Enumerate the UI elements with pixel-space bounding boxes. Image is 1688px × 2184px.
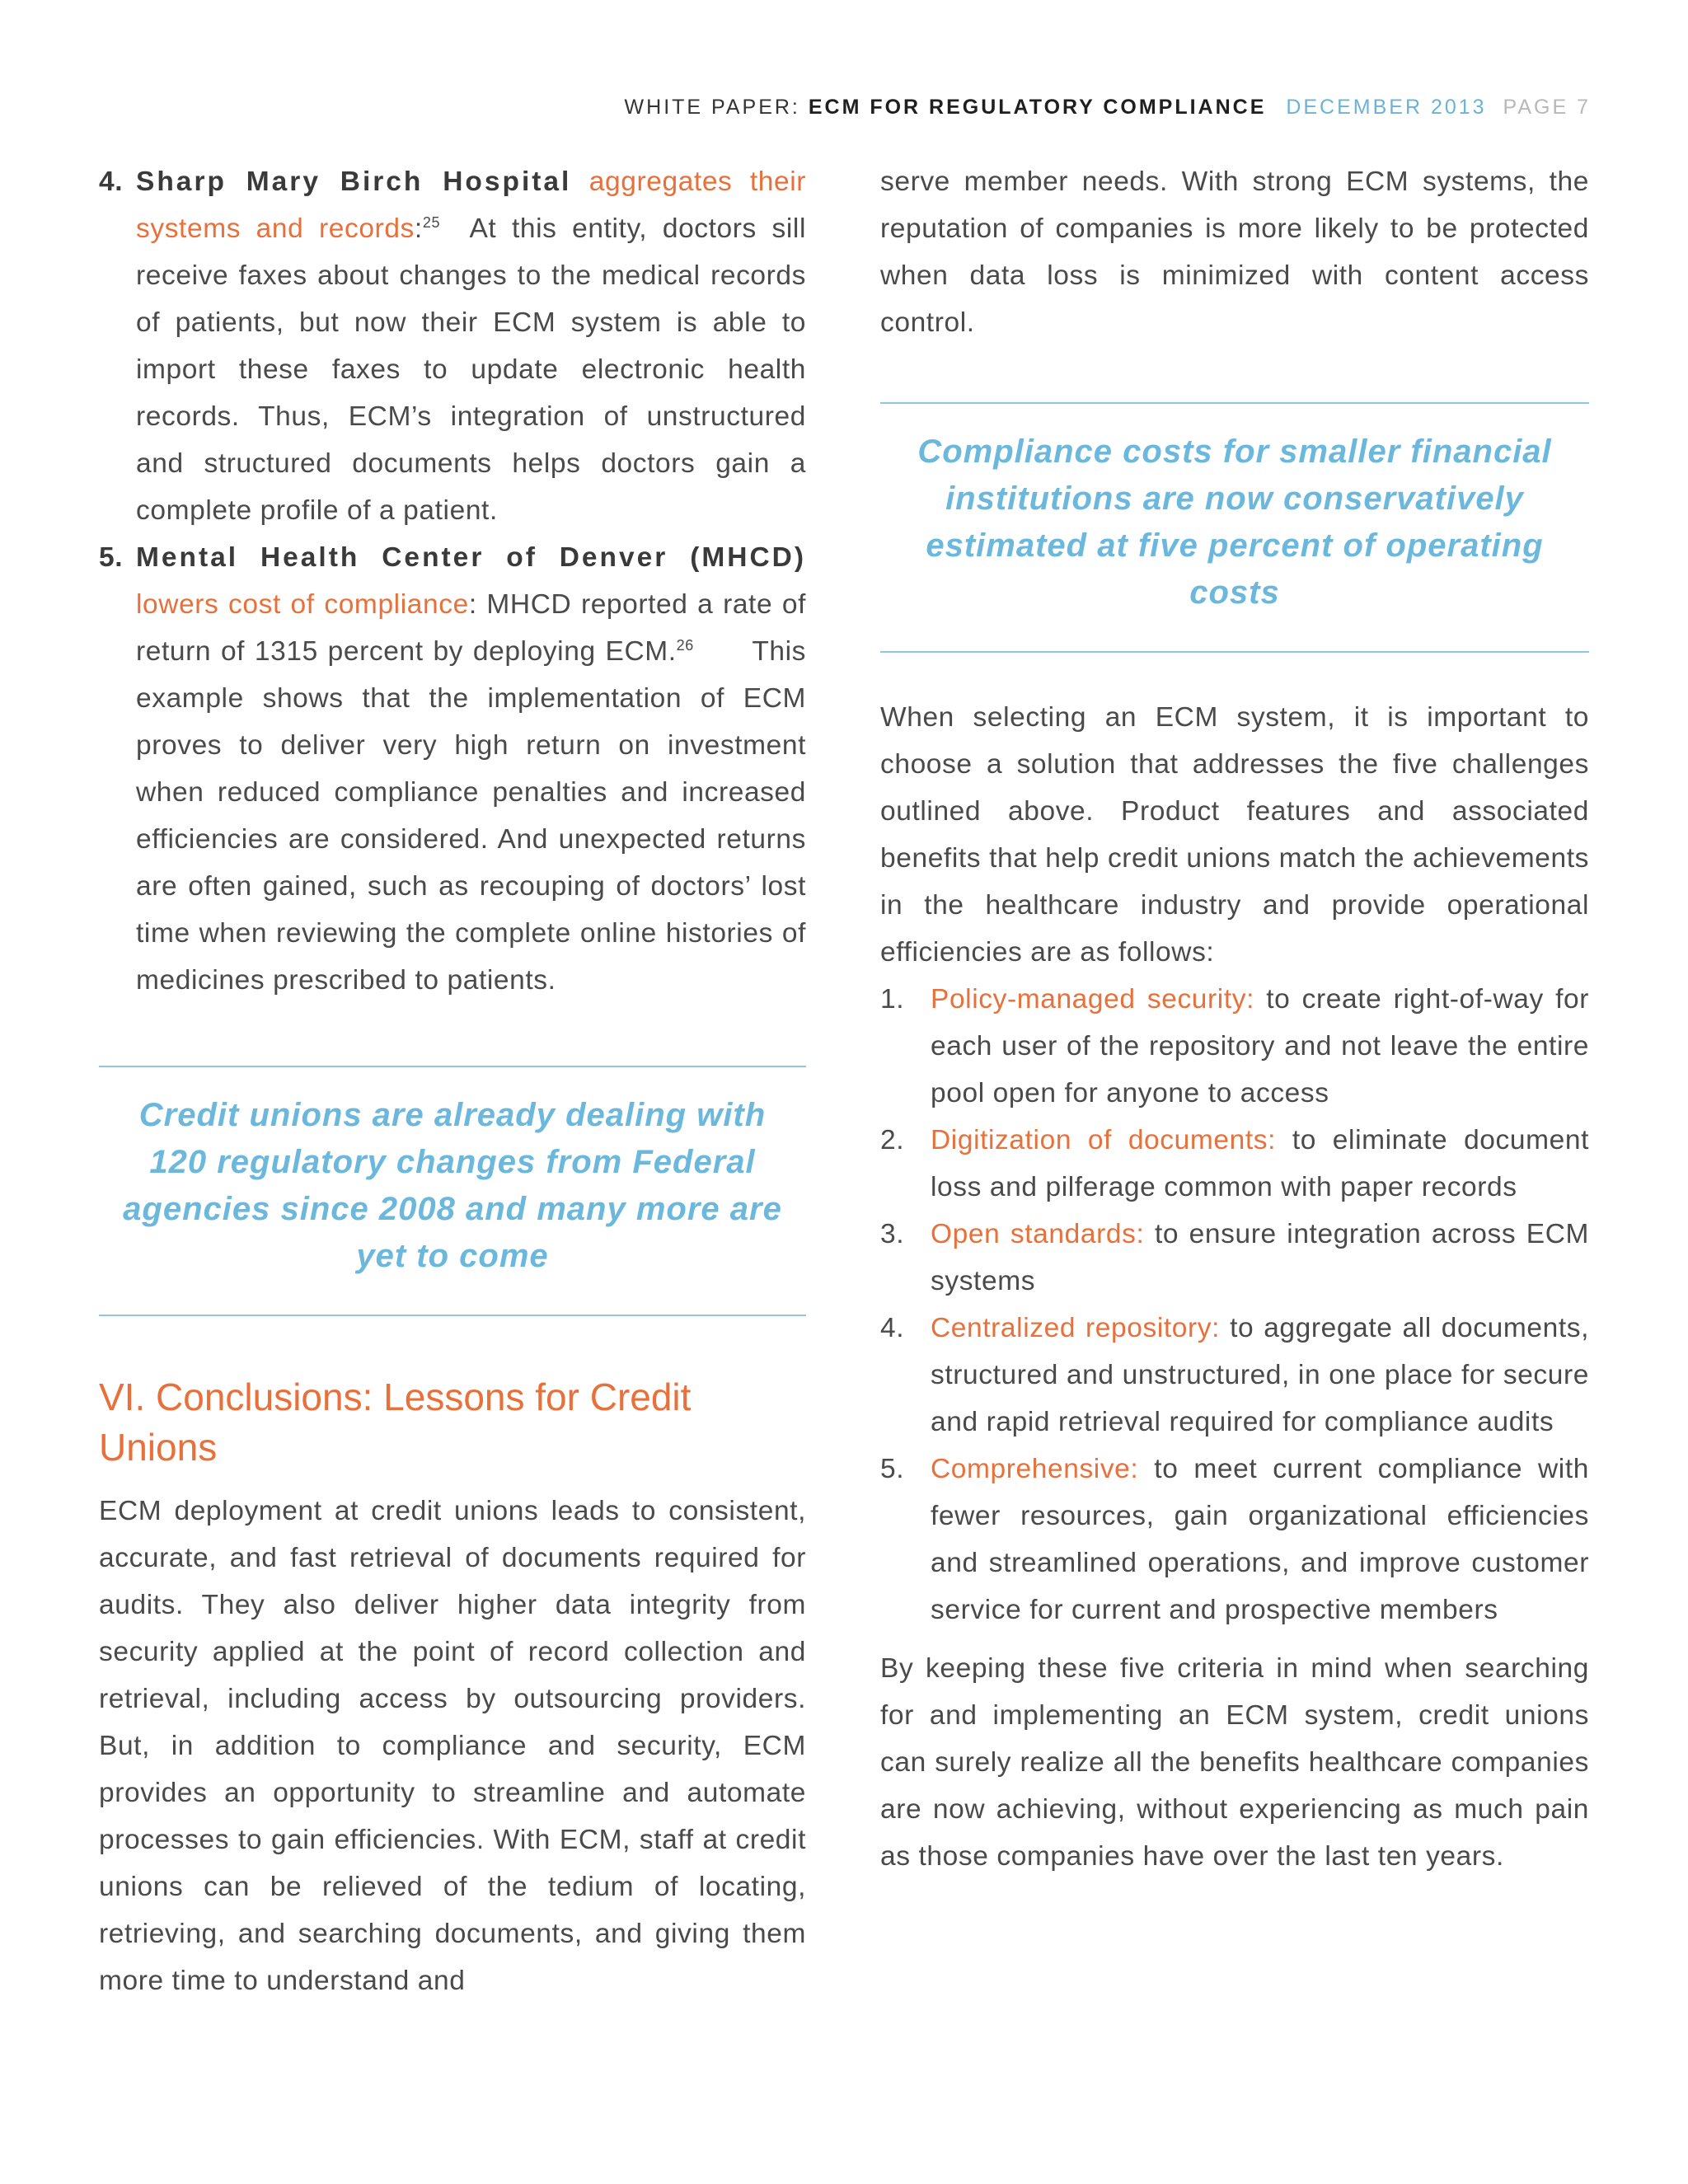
header-date: DECEMBER 2013 <box>1286 96 1487 119</box>
case-text: At this entity, doctors sill receive faxes about changes to the medical records of patients, but now their ECM system is able to import these faxes to update electronic health records. Thus, ECM’s integration of unstructured and structured documents helps doctors gain a complete profile of a patient. <box>136 213 807 526</box>
feature-number: 2. <box>880 1125 905 1155</box>
feature-title: Policy-managed security: <box>931 984 1254 1015</box>
feature-title: Centralized repository: <box>931 1313 1221 1343</box>
case-highlight: aggregates their systems and records <box>136 166 806 244</box>
continuation-paragraph: serve member needs. With strong ECM systems, the reputation of companies is more likely to be protected when data loss is minimized with content access control. <box>880 166 1589 338</box>
case-highlight: lowers cost of compliance <box>136 589 469 620</box>
case-name: Sharp Mary Birch Hospital <box>136 166 572 197</box>
feature-title: Comprehensive: <box>931 1454 1139 1484</box>
feature-text: to aggregate all documents, structured and unstructured, in one place for secure and rapid retrieval required for compliance audits <box>931 1313 1589 1437</box>
header-page-number: PAGE 7 <box>1503 96 1591 119</box>
right-column <box>880 158 1589 1880</box>
feature-title: Digitization of documents: <box>931 1125 1277 1155</box>
feature-text: to create right-of-way for each user of the repository and not leave the entire pool open for anyone to access <box>931 984 1589 1108</box>
feature-item <box>880 1446 1589 1633</box>
feature-item <box>880 1211 1589 1305</box>
header-title: ECM FOR REGULATORY COMPLIANCE <box>808 96 1267 119</box>
footnote-ref: 26 <box>676 636 694 654</box>
closing-paragraph: By keeping these five criteria in mind when searching for and implementing an ECM system, credit unions can surely realize all the benefits healthcare companies are now achieving, without experiencing as much pain as those companies have over the last ten years. <box>880 1653 1589 1872</box>
case-study-item <box>99 534 806 1004</box>
section-heading: VI. Conclusions: Lessons for Credit Unions <box>99 1376 692 1469</box>
case-name: Mental Health Center of Denver (MHCD) <box>136 542 806 573</box>
feature-title: Open standards: <box>931 1219 1145 1249</box>
left-column <box>99 158 806 2004</box>
feature-text: to eliminate document loss and pilferage common with paper records <box>931 1125 1589 1202</box>
case-number: 5. <box>99 542 124 573</box>
feature-number: 1. <box>880 984 905 1015</box>
case-colon: : <box>468 589 477 620</box>
case-text-before: MHCD reported a rate of return of 1315 percent by deploying ECM. <box>136 589 806 667</box>
feature-item <box>880 1305 1589 1446</box>
pull-quote: Compliance costs for smaller financial institutions are now conservatively estimated at five percent of operating costs <box>880 402 1589 653</box>
case-text: This example shows that the implementation of ECM proves to deliver very high return on investment when reduced compliance penalties and increased efficiencies are considered. And unexpected returns are often gained, such as recouping of doctors’ lost time when reviewing the complete online histories of medicines prescribed to patients. <box>136 636 806 996</box>
feature-item <box>880 976 1589 1117</box>
case-number: 4. <box>99 166 124 197</box>
intro-paragraph: When selecting an ECM system, it is important to choose a solution that addresses the five challenges outlined above. Product features and associated benefits that help credit unions match the achievements in the healthcare industry and provide operational efficiencies are as follows: <box>880 702 1589 968</box>
feature-number: 4. <box>880 1313 905 1343</box>
case-colon: : <box>414 213 423 244</box>
feature-number: 3. <box>880 1219 905 1249</box>
feature-text: to meet current compliance with fewer resources, gain organizational efficiencies and streamlined operations, and improve customer service for current and prospective members <box>931 1454 1589 1625</box>
feature-text: to ensure integration across ECM systems <box>931 1219 1589 1296</box>
feature-item <box>880 1117 1589 1211</box>
pull-quote: Credit unions are already dealing with 120 regulatory changes from Federal agencies since 2008 and many more are yet to come <box>99 1066 806 1316</box>
header-label: WHITE PAPER: <box>624 96 800 119</box>
feature-number: 5. <box>880 1454 905 1484</box>
feature-list <box>880 976 1589 1633</box>
page-header <box>625 96 1591 120</box>
conclusion-paragraph: ECM deployment at credit unions leads to consistent, accurate, and fast retrieval of documents required for audits. They also deliver higher data integrity from security applied at the point of record collection and retrieval, including access by outsourcing providers. But, in addition to compliance and security, ECM provides an opportunity to streamline and automate processes to gain efficiencies. With ECM, staff at credit unions can be relieved of the tedium of locating, retrieving, and searching documents, and giving them more time to understand and <box>99 1496 806 1996</box>
case-study-list <box>99 158 806 1004</box>
case-study-item <box>99 158 806 534</box>
footnote-ref: 25 <box>422 213 441 231</box>
